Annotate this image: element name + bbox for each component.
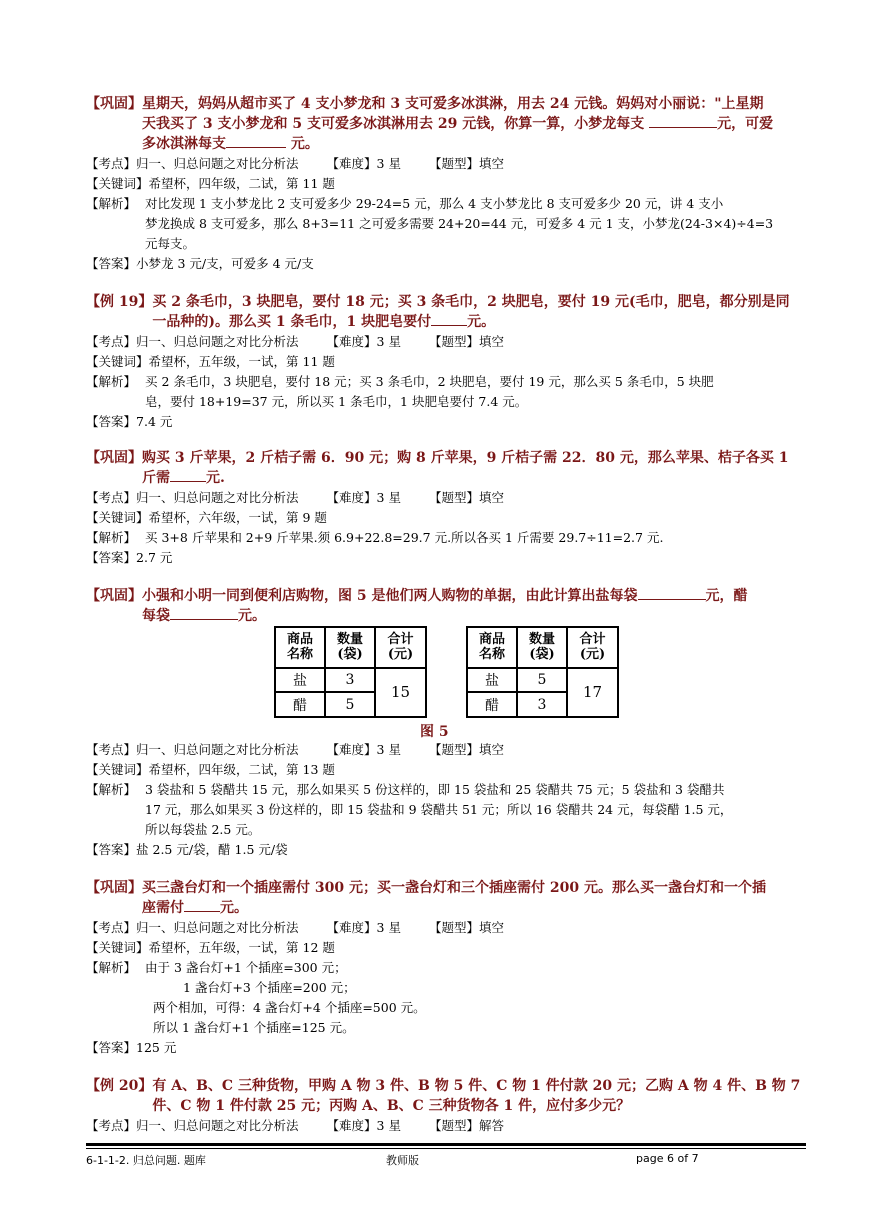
- footer-rule-thick: [86, 1143, 806, 1146]
- question-text-line: 斤需 元.: [142, 470, 225, 486]
- meta-row-kaodian: 【考点】 归一、归总问题之对比分析法 【难度】 3 星 【题型】 填空: [86, 156, 505, 171]
- receipt-table-1: 商品 名称 数量 (袋) 合计 (元) 盐 3 15 醋 5: [274, 626, 427, 718]
- item-vinegar: 醋: [275, 692, 325, 717]
- answer-blank: [226, 134, 286, 148]
- question-6: [86, 1076, 808, 1136]
- question-text-line: 购买 3 斤苹果，2 斤桔子需 6．90 元；购 8 斤苹果，9 斤桔子需 22．80 元，那么苹果、桔子各买 1: [142, 450, 789, 466]
- question-1: [86, 94, 808, 274]
- question-4-stem: [86, 586, 808, 626]
- receipt-table-2: 商品 名称 数量 (袋) 合计 (元) 盐 5 17 醋 3: [466, 626, 619, 718]
- question-text-line: 买 2 条毛巾，3 块肥皂，要付 18 元；买 3 条毛巾，2 块肥皂，要付 19 元(毛巾，肥皂，都分别是同: [152, 294, 790, 310]
- meta-row-analysis: 【解析】 对比发现 1 支小梦龙比 2 支可爱多少 29-24=5 元，那么 4 支小梦龙比 8 支可爱多少 20 元，讲 4 支小 梦龙换成 8 支可爱多，那么 8+3=11 之可爱多需要 24+20=44 元，可爱多 4 元 1 支，小梦龙(24-3×4)÷4=3 元每支。: [86, 196, 774, 251]
- total: 17: [567, 668, 618, 717]
- question-5-stem: [86, 878, 808, 918]
- question-text-line: 星期天，妈妈从超市买了 4 支小梦龙和 3 支可爱多冰淇淋，用去 24 元钱。妈妈对小丽说："上星期: [142, 96, 764, 112]
- question-text-line: 买三盏台灯和一个插座需付 300 元；买一盏台灯和三个插座需付 200 元。那么买一盏台灯和一个插: [142, 880, 766, 896]
- answer-blank: [638, 586, 706, 600]
- question-2: [86, 292, 808, 432]
- meta-row-keywords: 【关键词】 希望杯，四年级，二试，第 13 题: [86, 762, 335, 777]
- meta-row-keywords: 【关键词】 希望杯，五年级，一试，第 12 题: [86, 940, 335, 955]
- meta-row-keywords: 【关键词】 希望杯，四年级，二试，第 11 题: [86, 176, 335, 191]
- answer-blank: [170, 468, 206, 482]
- question-text-line: 天我买了 3 支小梦龙和 5 支可爱多冰淇淋用去 29 元钱，你算一算，小梦龙每支 元，可爱: [142, 116, 774, 132]
- meta-row-kaodian: 【考点】 归一、归总问题之对比分析法 【难度】 3 星 【题型】 解答: [86, 1118, 505, 1133]
- meta-row-analysis: 【解析】 由于 3 盏台灯+1 个插座=300 元； 1 盏台灯+3 个插座=200 元； 两个相加，可得：4 盏台灯+4 个插座=500 元。 所以 1 盏台灯+1 个插座=125 元。: [86, 960, 426, 1035]
- question-text-line: 每袋 元。: [142, 608, 266, 624]
- item-salt: 盐: [467, 668, 517, 693]
- footer-page-number: page 6 of 7: [636, 1152, 699, 1165]
- meta-row-kaodian: 【考点】 归一、归总问题之对比分析法 【难度】 3 星 【题型】 填空: [86, 490, 505, 505]
- meta-row-keywords: 【关键词】 希望杯，六年级，一试，第 9 题: [86, 510, 327, 525]
- question-3-stem: [86, 448, 808, 488]
- meta-row-analysis: 【解析】 3 袋盐和 5 袋醋共 15 元，那么如果买 5 份这样的，即 15 袋盐和 25 袋醋共 75 元；5 袋盐和 3 袋醋共 17 元，那么如果买 3 份这样的，即 15 袋盐和 9 袋醋共 51 元；所以 16 袋醋共 24 元，每袋醋 1.5 元， 所以每袋盐 2.5 元。: [86, 782, 733, 837]
- question-2-stem: [86, 292, 808, 332]
- question-text-line: 一品种的)。那么买 1 条毛巾，1 块肥皂要付 元。: [152, 314, 496, 330]
- meta-row-analysis: 【解析】 买 2 条毛巾，3 块肥皂，要付 18 元；买 3 条毛巾，2 块肥皂，要付 19 元，那么买 5 条毛巾，5 块肥 皂，要付 18+19=37 元，所以买 1 条毛巾，1 块肥皂要付 7.4 元。: [86, 374, 714, 409]
- question-tag: 【巩固】: [86, 880, 142, 896]
- figure-caption: 图 5: [420, 724, 449, 740]
- meta-row-keywords: 【关键词】 希望杯，五年级，一试，第 11 题: [86, 354, 335, 369]
- footer-left: 6-1-1-2. 归总问题. 题库: [86, 1154, 206, 1167]
- question-1-stem: [86, 94, 808, 154]
- answer-blank: [184, 898, 220, 912]
- footer-rule-thin: [86, 1148, 806, 1149]
- question-4: [86, 586, 808, 626]
- qty-vinegar: 5: [325, 692, 375, 717]
- answer-blank: [649, 114, 717, 128]
- question-4-meta: [86, 740, 808, 860]
- footer-center: 教师版: [386, 1154, 419, 1167]
- qty-vinegar: 3: [517, 692, 567, 717]
- question-5: [86, 878, 808, 1058]
- question-text-line: 件、C 物 1 件付款 25 元；丙购 A、B、C 三种货物各 1 件，应付多少元？: [152, 1098, 631, 1114]
- meta-row-answer: 【答案】 2.7 元: [86, 550, 173, 565]
- question-text-line: 多冰淇淋每支 元。: [142, 136, 319, 152]
- qty-salt: 3: [325, 668, 375, 693]
- meta-row-kaodian: 【考点】 归一、归总问题之对比分析法 【难度】 3 星 【题型】 填空: [86, 742, 505, 757]
- answer-blank: [431, 312, 467, 326]
- meta-row-kaodian: 【考点】 归一、归总问题之对比分析法 【难度】 3 星 【题型】 填空: [86, 334, 505, 349]
- qty-salt: 5: [517, 668, 567, 693]
- question-text-line: 有 A、B、C 三种货物，甲购 A 物 3 件、B 物 5 件、C 物 1 件付款 20 元；乙购 A 物 4 件、B 物 7: [152, 1078, 801, 1094]
- question-tag: 【例 20】: [86, 1078, 153, 1094]
- meta-row-analysis: 【解析】 买 3+8 斤苹果和 2+9 斤苹果.须 6.9+22.8=29.7 元.所以各买 1 斤需要 29.7÷11=2.7 元.: [86, 530, 664, 545]
- question-tag: 【巩固】: [86, 588, 142, 604]
- meta-row-answer: 【答案】 小梦龙 3 元/支，可爱多 4 元/支: [86, 256, 314, 271]
- question-tag: 【巩固】: [86, 450, 142, 466]
- total: 15: [375, 668, 426, 717]
- item-salt: 盐: [275, 668, 325, 693]
- meta-row-answer: 【答案】 盐 2.5 元/袋，醋 1.5 元/袋: [86, 842, 288, 857]
- meta-row-answer: 【答案】 125 元: [86, 1040, 177, 1055]
- item-vinegar: 醋: [467, 692, 517, 717]
- question-tag: 【巩固】: [86, 96, 142, 112]
- meta-row-answer: 【答案】 7.4 元: [86, 414, 173, 429]
- question-tag: 【例 19】: [86, 294, 153, 310]
- question-text-line: 小强和小明一同到便利店购物，图 5 是他们两人购物的单据，由此计算出盐每袋 元，醋: [142, 588, 748, 604]
- question-text-line: 座需付 元。: [142, 900, 248, 916]
- question-3: [86, 448, 808, 568]
- answer-blank: [170, 606, 238, 620]
- meta-row-kaodian: 【考点】 归一、归总问题之对比分析法 【难度】 3 星 【题型】 填空: [86, 920, 505, 935]
- question-6-stem: [86, 1076, 808, 1116]
